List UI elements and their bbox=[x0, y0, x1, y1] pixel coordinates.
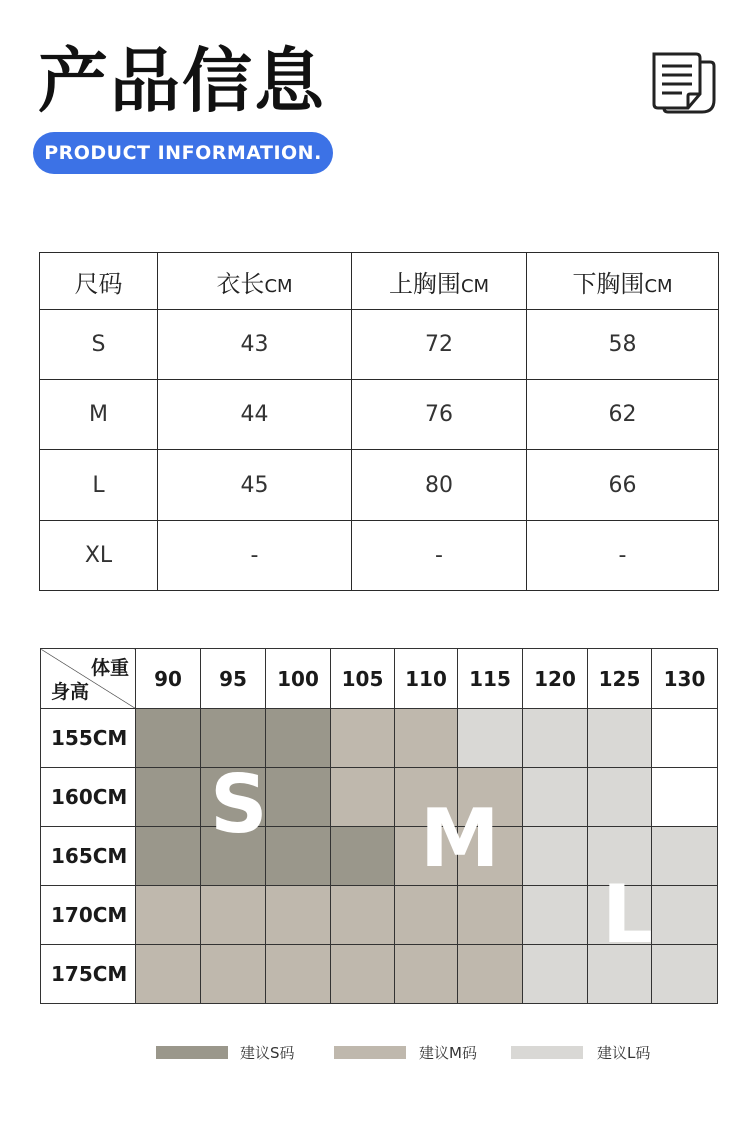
legend-swatch-m bbox=[334, 1046, 406, 1059]
grid-cell bbox=[523, 886, 588, 945]
grid-row bbox=[41, 709, 718, 768]
table-cell: S bbox=[40, 310, 158, 380]
grid-cell bbox=[331, 945, 395, 1004]
size-l-overlay: L bbox=[602, 868, 653, 961]
table-cell: 72 bbox=[352, 310, 527, 380]
table-cell: M bbox=[40, 380, 158, 450]
table-cell: - bbox=[527, 520, 719, 590]
weight-header: 95 bbox=[201, 649, 266, 709]
header-unit: CM bbox=[460, 275, 490, 297]
weight-header: 130 bbox=[652, 649, 718, 709]
table-cell: 80 bbox=[352, 450, 527, 520]
weight-axis-label: 体重 bbox=[90, 657, 129, 679]
weight-header: 115 bbox=[458, 649, 523, 709]
grid-cell bbox=[201, 945, 266, 1004]
size-table-header-3 bbox=[527, 253, 719, 310]
weight-header: 105 bbox=[331, 649, 395, 709]
header-label: 尺码 bbox=[74, 269, 123, 298]
legend-label-l: 建议L码 bbox=[597, 1044, 651, 1062]
size-m-overlay: M bbox=[420, 792, 500, 885]
grid-cell bbox=[395, 886, 458, 945]
grid-cell bbox=[395, 945, 458, 1004]
legend-swatch-l bbox=[511, 1046, 583, 1059]
grid-cell bbox=[523, 945, 588, 1004]
size-table-header-1 bbox=[158, 253, 352, 310]
document-icon bbox=[650, 50, 718, 116]
height-header: 155CM bbox=[41, 709, 136, 768]
size-table bbox=[39, 252, 719, 591]
header-label: 衣长 bbox=[216, 269, 265, 298]
table-cell: - bbox=[352, 520, 527, 590]
table-cell: 66 bbox=[527, 450, 719, 520]
header-unit: CM bbox=[644, 275, 673, 297]
grid-cell bbox=[136, 768, 201, 827]
grid-cell bbox=[266, 768, 331, 827]
grid-cell bbox=[523, 768, 588, 827]
grid-cell bbox=[458, 886, 523, 945]
height-header: 160CM bbox=[41, 768, 136, 827]
grid-cell bbox=[588, 709, 652, 768]
height-header: 175CM bbox=[41, 945, 136, 1004]
grid-cell bbox=[136, 827, 201, 886]
table-cell: L bbox=[40, 450, 158, 520]
grid-cell bbox=[523, 709, 588, 768]
legend-swatch-s bbox=[156, 1046, 228, 1059]
grid-cell bbox=[331, 709, 395, 768]
grid-cell bbox=[266, 827, 331, 886]
table-row bbox=[40, 310, 719, 380]
grid-cell bbox=[331, 886, 395, 945]
grid-cell bbox=[652, 886, 718, 945]
grid-cell bbox=[266, 709, 331, 768]
height-header: 165CM bbox=[41, 827, 136, 886]
header-label: 上胸围 bbox=[388, 269, 461, 298]
table-cell: XL bbox=[40, 520, 158, 590]
grid-cell bbox=[588, 768, 652, 827]
header-unit: CM bbox=[264, 275, 293, 297]
page-title: 产品信息 bbox=[38, 40, 326, 122]
grid-corner bbox=[41, 649, 136, 709]
grid-cell bbox=[266, 886, 331, 945]
grid-cell bbox=[523, 827, 588, 886]
table-cell: 44 bbox=[158, 380, 352, 450]
grid-cell bbox=[652, 768, 718, 827]
legend-label-s: 建议S码 bbox=[240, 1044, 295, 1062]
weight-header: 100 bbox=[266, 649, 331, 709]
grid-cell bbox=[331, 768, 395, 827]
grid-cell bbox=[395, 709, 458, 768]
grid-cell bbox=[652, 709, 718, 768]
grid-cell bbox=[266, 945, 331, 1004]
subtitle-badge: PRODUCT INFORMATION. bbox=[33, 132, 333, 174]
grid-cell bbox=[136, 709, 201, 768]
grid-cell bbox=[458, 945, 523, 1004]
grid-cell bbox=[652, 945, 718, 1004]
table-cell: 45 bbox=[158, 450, 352, 520]
grid-cell bbox=[458, 709, 523, 768]
legend-label-m: 建议M码 bbox=[419, 1044, 477, 1062]
size-table-header-0 bbox=[40, 253, 158, 310]
weight-header: 90 bbox=[136, 649, 201, 709]
table-row bbox=[40, 520, 719, 590]
height-axis-label: 身高 bbox=[51, 681, 90, 703]
grid-cell bbox=[136, 945, 201, 1004]
table-cell: - bbox=[158, 520, 352, 590]
grid-cell bbox=[201, 886, 266, 945]
table-cell: 62 bbox=[527, 380, 719, 450]
grid-cell bbox=[652, 827, 718, 886]
table-cell: 76 bbox=[352, 380, 527, 450]
header-label: 下胸围 bbox=[572, 269, 645, 298]
weight-header: 110 bbox=[395, 649, 458, 709]
table-cell: 43 bbox=[158, 310, 352, 380]
grid-row bbox=[41, 768, 718, 827]
size-table-header-2 bbox=[352, 253, 527, 310]
table-row bbox=[40, 450, 719, 520]
size-s-overlay: S bbox=[210, 758, 268, 851]
height-header: 170CM bbox=[41, 886, 136, 945]
grid-cell bbox=[136, 886, 201, 945]
weight-header: 125 bbox=[588, 649, 652, 709]
grid-cell bbox=[331, 827, 395, 886]
weight-header: 120 bbox=[523, 649, 588, 709]
table-row bbox=[40, 380, 719, 450]
table-cell: 58 bbox=[527, 310, 719, 380]
